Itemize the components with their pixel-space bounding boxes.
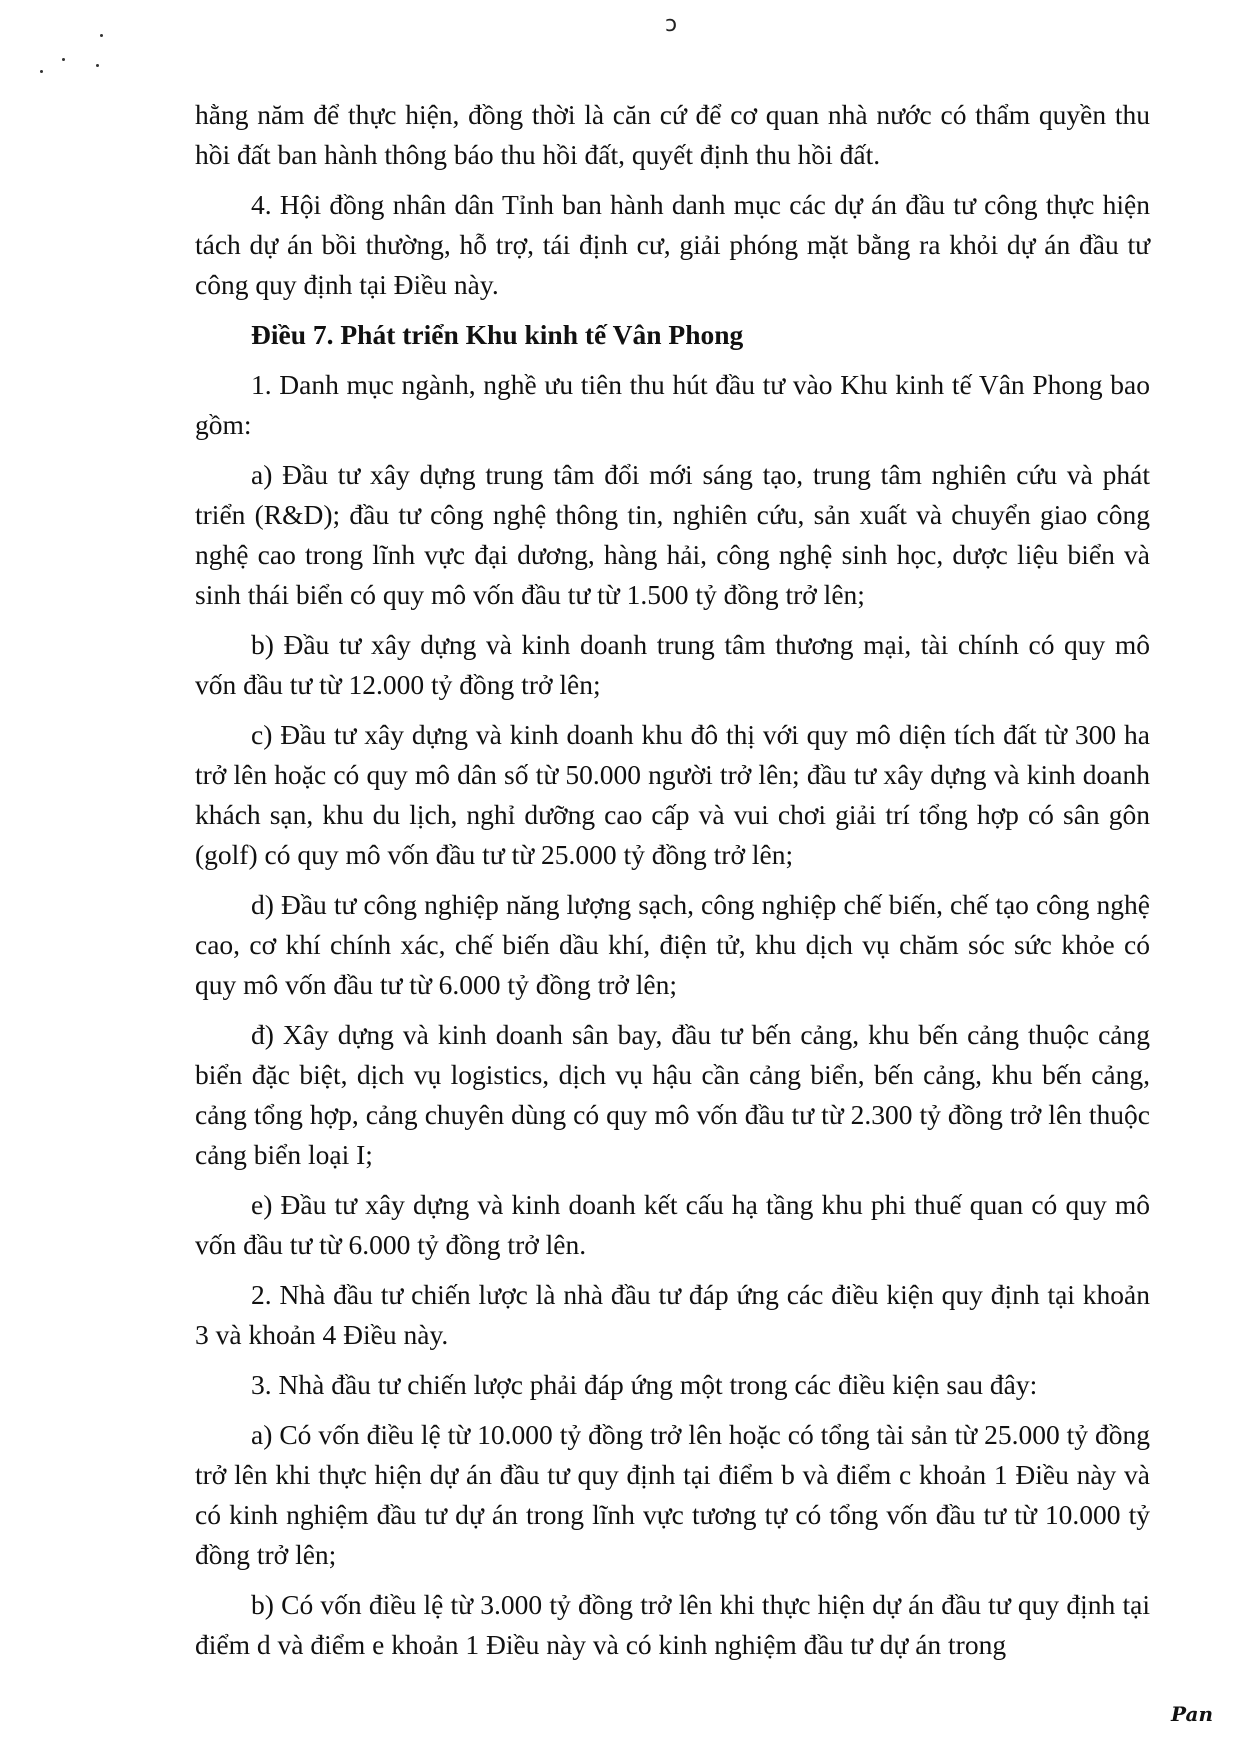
document-body	[195, 95, 1150, 1675]
paragraph-point-e: e) Đầu tư xây dựng và kinh doanh kết cấu hạ tầng khu phi thuế quan có quy mô vốn đầu tư từ 6.000 tỷ đồng trở lên.	[195, 1189, 1150, 1260]
scan-mark: ɔ	[665, 12, 678, 37]
scan-speck	[96, 64, 99, 67]
paragraph-clause-3-point-b: b) Có vốn điều lệ từ 3.000 tỷ đồng trở lên khi thực hiện dự án đầu tư quy định tại điểm d và điểm e khoản 1 Điều này và có kinh nghiệm đầu tư dự án trong	[195, 1589, 1150, 1660]
initials-signature: Pan	[1170, 1702, 1213, 1726]
scan-speck	[62, 58, 65, 61]
paragraph-point-a: a) Đầu tư xây dựng trung tâm đổi mới sáng tạo, trung tâm nghiên cứu và phát triển (R&D); đầu tư công nghệ thông tin, nghiên cứu, sản xuất và chuyển giao công nghệ cao trong lĩnh vực đại dương, hàng hải, công nghệ sinh học, dược liệu biển và sinh thái biển có quy mô vốn đầu tư từ 1.500 tỷ đồng trở lên;	[195, 459, 1150, 610]
paragraph-clause-2: 2. Nhà đầu tư chiến lược là nhà đầu tư đáp ứng các điều kiện quy định tại khoản 3 và khoản 4 Điều này.	[195, 1279, 1150, 1350]
scan-speck	[100, 34, 103, 37]
paragraph-clause-1: 1. Danh mục ngành, nghề ưu tiên thu hút đầu tư vào Khu kinh tế Vân Phong bao gồm:	[195, 369, 1150, 440]
paragraph-clause-4: 4. Hội đồng nhân dân Tỉnh ban hành danh mục các dự án đầu tư công thực hiện tách dự án bồi thường, hỗ trợ, tái định cư, giải phóng mặt bằng ra khỏi dự án đầu tư công quy định tại Điều này.	[195, 189, 1150, 300]
paragraph-continuation: hằng năm để thực hiện, đồng thời là căn cứ để cơ quan nhà nước có thẩm quyền thu hồi đất ban hành thông báo thu hồi đất, quyết định thu hồi đất.	[195, 99, 1150, 170]
article-7-heading: Điều 7. Phát triển Khu kinh tế Vân Phong	[251, 319, 744, 350]
paragraph-point-b: b) Đầu tư xây dựng và kinh doanh trung tâm thương mại, tài chính có quy mô vốn đầu tư từ 12.000 tỷ đồng trở lên;	[195, 629, 1150, 700]
paragraph-clause-3: 3. Nhà đầu tư chiến lược phải đáp ứng một trong các điều kiện sau đây:	[251, 1369, 1038, 1400]
paragraph-point-dd: đ) Xây dựng và kinh doanh sân bay, đầu tư bến cảng, khu bến cảng thuộc cảng biển đặc biệt, dịch vụ logistics, dịch vụ hậu cần cảng biển, bến cảng, khu bến cảng, cảng tổng hợp, cảng chuyên dùng có quy mô vốn đầu tư từ 2.300 tỷ đồng trở lên thuộc cảng biển loại I;	[195, 1019, 1150, 1170]
paragraph-point-d: d) Đầu tư công nghiệp năng lượng sạch, công nghiệp chế biến, chế tạo công nghệ cao, cơ khí chính xác, chế biến dầu khí, điện tử, khu dịch vụ chăm sóc sức khỏe có quy mô vốn đầu tư từ 6.000 tỷ đồng trở lên;	[195, 889, 1150, 1000]
paragraph-clause-3-point-a: a) Có vốn điều lệ từ 10.000 tỷ đồng trở lên hoặc có tổng tài sản từ 25.000 tỷ đồng trở lên khi thực hiện dự án đầu tư quy định tại điểm b và điểm c khoản 1 Điều này và có kinh nghiệm đầu tư dự án trong lĩnh vực tương tự có tổng vốn đầu tư từ 10.000 tỷ đồng trở lên;	[195, 1419, 1150, 1570]
paragraph-point-c: c) Đầu tư xây dựng và kinh doanh khu đô thị với quy mô diện tích đất từ 300 ha trở lên hoặc có quy mô dân số từ 50.000 người trở lên; đầu tư xây dựng và kinh doanh khách sạn, khu du lịch, nghỉ dưỡng cao cấp và vui chơi giải trí tổng hợp có sân gôn (golf) có quy mô vốn đầu tư từ 25.000 tỷ đồng trở lên;	[195, 719, 1150, 870]
scan-speck	[40, 70, 43, 73]
